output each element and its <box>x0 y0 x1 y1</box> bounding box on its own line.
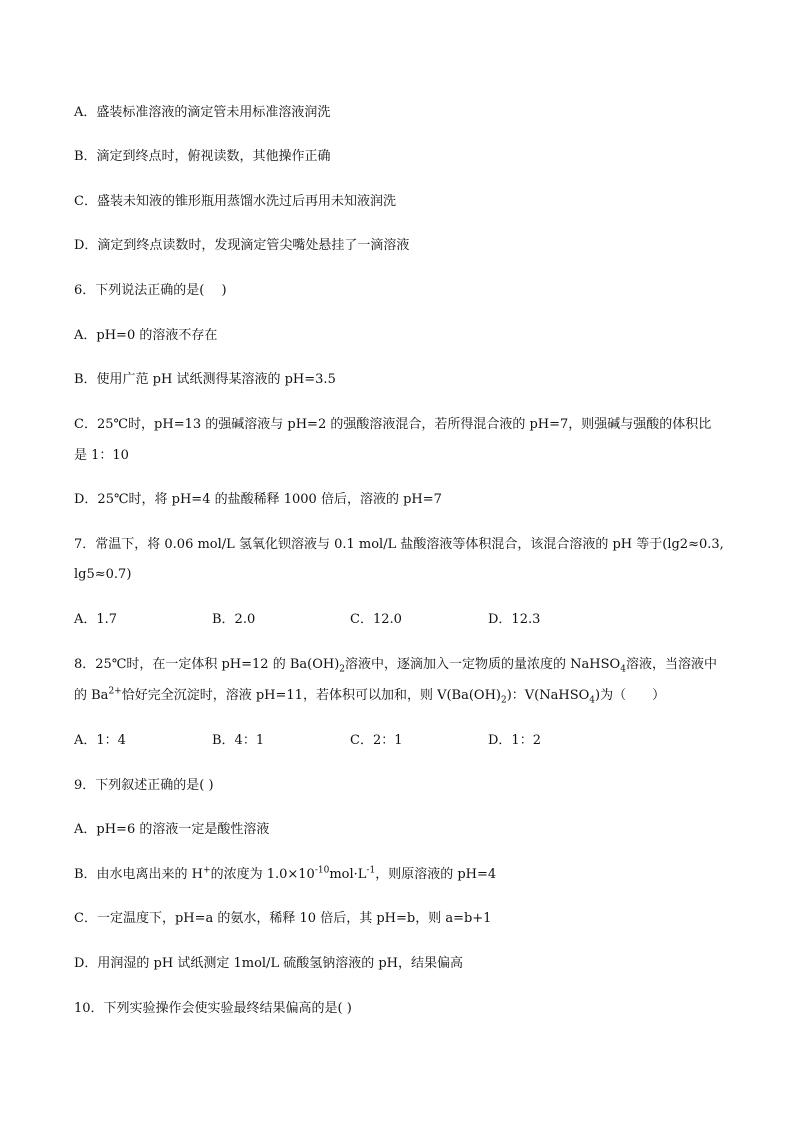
q8-text: 溶液，当溶液中 <box>625 657 717 672</box>
q6-option-c-line2: 是 1：10 <box>74 448 129 463</box>
q7-option-c: C．12.0 <box>350 612 402 627</box>
q7-option-b: B．2.0 <box>212 612 256 627</box>
q7-options <box>74 610 724 630</box>
q8-subscript: 2 <box>500 695 507 706</box>
q9-b-text: mol·L <box>329 867 367 882</box>
q9-b-superscript: -1 <box>366 865 376 876</box>
q8-superscript: 2+ <box>108 686 122 697</box>
q9-b-superscript: + <box>203 865 211 876</box>
q8-text: 的 Ba <box>74 688 109 703</box>
q9-b-superscript: -10 <box>314 865 330 876</box>
q7-option-a: A．1.7 <box>74 612 118 627</box>
q8-text: 溶液中，逐滴加入一定物质的量浓度的 NaHSO <box>345 657 621 672</box>
q10-stem: 10．下列实验操作会使实验最终结果偏高的是( ) <box>74 1001 352 1016</box>
q9-option-c: C．一定温度下，pH=a 的氨水，稀释 10 倍后，其 pH=b，则 a=b+1 <box>74 911 492 926</box>
q7-stem-line2: lg5≈0.7) <box>74 567 132 582</box>
q9-option-d: D．用润湿的 pH 试纸测定 1mol/L 硫酸氢钠溶液的 pH，结果偏高 <box>74 956 463 971</box>
q8-stem-line2 <box>74 686 665 706</box>
q8-option-d: D．1：2 <box>488 733 541 748</box>
q8-option-b: B．4：1 <box>212 733 265 748</box>
q8-text: )为（ ） <box>595 688 666 703</box>
q5-option-c: C．盛装未知液的锥形瓶用蒸馏水洗过后再用未知液润洗 <box>74 194 396 209</box>
q5-option-d: D．滴定到终点读数时，发现滴定管尖嘴处悬挂了一滴溶液 <box>74 238 410 253</box>
q9-b-text: B．由水电离出来的 H <box>74 867 204 882</box>
q8-stem-line1 <box>74 655 717 675</box>
q8-option-c: C．2：1 <box>350 733 403 748</box>
q9-option-b <box>74 865 496 885</box>
q7-stem-line1: 7．常温下，将 0.06 mol/L 氢氧化钡溶液与 0.1 mol/L 盐酸溶液等体积混合，该混合溶液的 pH 等于(lg2≈0.3, <box>74 537 724 552</box>
q5-option-b: B．滴定到终点时，俯视读数，其他操作正确 <box>74 149 331 164</box>
q6-stem: 6．下列说法正确的是( ) <box>74 283 227 298</box>
q7-option-d: D．12.3 <box>488 612 541 627</box>
q8-text: )：V(NaHSO <box>506 688 590 703</box>
q9-stem: 9．下列叙述正确的是( ) <box>74 778 214 793</box>
q6-option-c-line1: C．25℃时，pH=13 的强碱溶液与 pH=2 的强酸溶液混合，若所得混合液的 pH=7，则强碱与强酸的体积比 <box>74 417 712 432</box>
q8-subscript: 4 <box>589 695 596 706</box>
q8-subscript: 2 <box>339 664 346 675</box>
q9-b-text: 的浓度为 1.0×10 <box>210 867 315 882</box>
q8-option-a: A．1：4 <box>74 733 126 748</box>
q8-subscript: 4 <box>620 664 626 675</box>
q9-b-text: ，则原溶液的 pH=4 <box>375 867 497 882</box>
q6-option-d: D．25℃时，将 pH=4 的盐酸稀释 1000 倍后，溶液的 pH=7 <box>74 492 442 507</box>
q8-text: 8．25℃时，在一定体积 pH=12 的 Ba(OH) <box>74 657 340 672</box>
q9-option-a: A．pH=6 的溶液一定是酸性溶液 <box>74 822 270 837</box>
q8-options <box>74 731 724 751</box>
q6-option-a: A．pH=0 的溶液不存在 <box>74 328 218 343</box>
q6-option-b: B．使用广范 pH 试纸测得某溶液的 pH=3.5 <box>74 372 336 387</box>
q5-option-a: A．盛装标准溶液的滴定管未用标准溶液润洗 <box>74 105 331 120</box>
q8-text: 恰好完全沉淀时，溶液 pH=11，若体积可以加和，则 V(Ba(OH) <box>121 688 501 703</box>
